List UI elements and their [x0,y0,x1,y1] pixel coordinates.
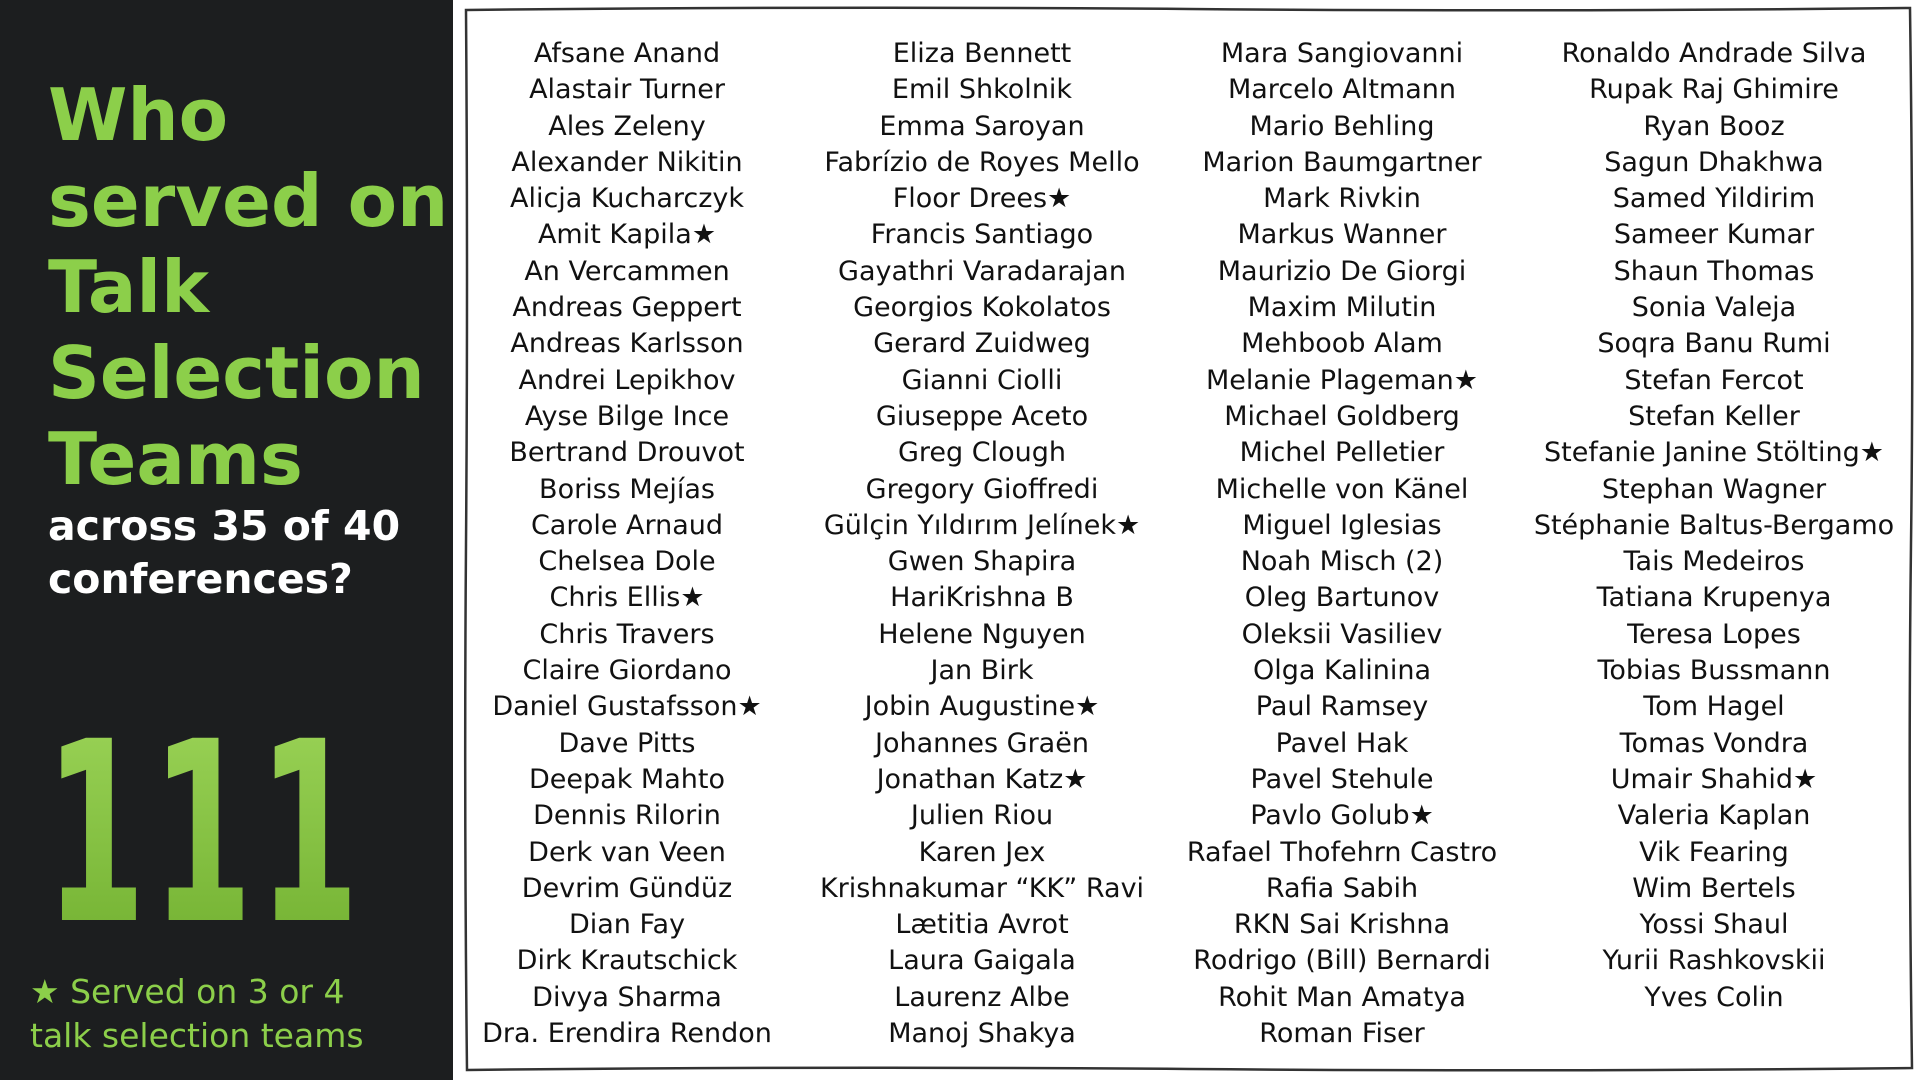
list-item: Maxim Milutin [1247,292,1437,324]
names-column-4 [1512,36,1916,1016]
list-item: Claire Giordano [522,655,732,687]
list-item: Maurizio De Giorgi [1217,255,1467,287]
list-item: Tatiana Krupenya [1596,582,1832,614]
list-item: Melanie Plageman★ [1205,364,1478,396]
list-item: Miguel Iglesias [1242,509,1442,541]
list-item: Gülçin Yıldırım Jelínek★ [823,509,1141,541]
list-item: Stefan Keller [1628,400,1800,432]
list-item: Gerard Zuidweg [873,328,1091,360]
list-item: Gwen Shapira [887,546,1077,578]
list-item: Amit Kapila★ [537,219,717,251]
list-item: Dirk Krautschick [516,945,738,977]
sidebar-panel [0,0,453,1080]
list-item: Francis Santiago [870,219,1094,251]
list-item: Helene Nguyen [878,618,1086,650]
list-item: Bertrand Drouvot [509,437,745,469]
names-column-1 [462,36,792,1052]
list-item: Paul Ramsey [1255,691,1429,723]
list-item: Markus Wanner [1237,219,1447,251]
list-item: Shaun Thomas [1613,255,1815,287]
list-item: Jan Birk [930,655,1034,687]
list-item: Georgios Kokolatos [853,292,1111,324]
list-item: Roman Fiser [1259,1018,1425,1050]
list-item: Dennis Rilorin [533,800,721,832]
list-item: Andreas Geppert [512,292,742,324]
list-item: Vik Fearing [1639,836,1789,868]
list-item: Chelsea Dole [538,546,716,578]
list-item: Derk van Veen [528,836,726,868]
list-item: Yossi Shaul [1639,909,1789,941]
list-item: Pavlo Golub★ [1250,800,1434,832]
list-item: Pavel Stehule [1250,763,1434,795]
list-item: Emma Saroyan [879,110,1085,142]
list-item: Stephan Wagner [1601,473,1827,505]
list-item: An Vercammen [524,255,730,287]
list-item: Umair Shahid★ [1610,763,1818,795]
title-line: Teams [48,417,303,501]
list-item: Tais Medeiros [1623,546,1805,578]
list-item: Chris Travers [539,618,715,650]
list-item: Ales Zeleny [548,110,706,142]
list-item: Carole Arnaud [530,509,724,541]
list-item: Marcelo Altmann [1227,74,1457,106]
names-columns [462,36,1916,1066]
list-item: Daniel Gustafsson★ [492,691,762,723]
subtitle-line: across 35 of 40 [48,502,401,550]
list-item: Michel Pelletier [1239,437,1445,469]
list-item: Rohit Man Amatya [1218,981,1466,1013]
list-item: Stéphanie Baltus-Bergamo [1533,509,1895,541]
list-item: Rupak Raj Ghimire [1589,74,1839,106]
list-item: Deepak Mahto [529,763,725,795]
list-item: Chris Ellis★ [549,582,705,614]
list-item: Dian Fay [568,909,686,941]
title-line: served on [48,159,449,243]
list-item: Gregory Gioffredi [865,473,1099,505]
big-number [40,700,370,940]
list-item: Sameer Kumar [1613,219,1815,251]
list-item: Johannes Graën [875,727,1089,759]
footnote [30,970,450,1058]
list-item: Jobin Augustine★ [864,691,1100,723]
list-item: Alastair Turner [529,74,725,106]
list-item: Gayathri Varadarajan [838,255,1126,287]
list-item: Giuseppe Aceto [875,400,1089,432]
list-item: Emil Shkolnik [891,74,1073,106]
list-item: Teresa Lopes [1627,618,1801,650]
list-item: Rafia Sabih [1265,872,1419,904]
list-item: Sagun Dhakhwa [1604,146,1824,178]
subtitle [48,500,448,606]
list-item: Alicja Kucharczyk [509,183,745,215]
names-column-3 [1172,36,1512,1052]
list-item: RKN Sai Krishna [1233,909,1451,941]
list-item: Mark Rivkin [1263,183,1421,215]
list-item: Mara Sangiovanni [1220,38,1464,69]
list-item: Fabrízio de Royes Mello [824,146,1140,178]
list-item: Oleksii Vasiliev [1241,618,1443,650]
list-item: Ronaldo Andrade Silva [1561,38,1867,69]
list-item: Devrim Gündüz [521,872,733,904]
list-item: Afsane Anand [533,38,721,69]
list-item: Laura Gaigala [888,945,1076,977]
list-item: Wim Bertels [1632,872,1796,904]
list-item: Yves Colin [1644,981,1784,1013]
subtitle-line: conferences? [48,555,353,603]
list-item: Greg Clough [898,437,1066,469]
big-number-text: 111 [45,700,365,940]
list-item: Rodrigo (Bill) Bernardi [1193,945,1491,977]
list-item: Sonia Valeja [1631,292,1797,324]
list-item: HariKrishna B [890,582,1074,614]
list-item: Mario Behling [1249,110,1435,142]
list-item: Divya Sharma [532,981,722,1013]
page-title [48,72,448,502]
list-item: Rafael Thofehrn Castro [1186,836,1498,868]
list-item: Tomas Vondra [1619,727,1809,759]
list-item: Valeria Kaplan [1617,800,1811,832]
list-item: Dave Pitts [558,727,696,759]
big-number-graphic [40,700,370,940]
names-panel [462,4,1916,1074]
title-line: Selection [48,331,425,415]
list-item: Julien Riou [910,800,1054,832]
list-item: Pavel Hak [1275,727,1409,759]
list-item: Samed Yildirim [1612,183,1816,215]
list-item: Dra. Erendira Rendon [482,1018,772,1050]
list-item: Marion Baumgartner [1202,146,1482,178]
list-item: Andreas Karlsson [510,328,744,360]
footnote-line: talk selection teams [30,1016,364,1055]
list-item: Michael Goldberg [1224,400,1460,432]
list-item: Michelle von Känel [1215,473,1469,505]
list-item: Laurenz Albe [894,981,1070,1013]
list-item: Lætitia Avrot [895,909,1069,941]
list-item: Oleg Bartunov [1244,582,1440,614]
list-item: Jonathan Katz★ [876,763,1088,795]
list-item: Stefanie Janine Stölting★ [1544,437,1884,469]
list-item: Mehboob Alam [1241,328,1443,360]
list-item: Alexander Nikitin [511,146,743,178]
list-item: Krishnakumar “KK” Ravi [819,872,1145,904]
list-item: Ayse Bilge Ince [524,400,730,432]
list-item: Stefan Fercot [1624,364,1804,396]
list-item: Tobias Bussmann [1597,655,1831,687]
list-item: Noah Misch (2) [1240,546,1444,578]
footnote-line: ★ Served on 3 or 4 [30,972,345,1011]
list-item: Ryan Booz [1643,110,1785,142]
names-column-2 [792,36,1172,1052]
list-item: Eliza Bennett [892,38,1072,69]
list-item: Gianni Ciolli [901,364,1063,396]
list-item: Andrei Lepikhov [518,364,736,396]
list-item: Olga Kalinina [1252,655,1432,687]
list-item: Boriss Mejías [539,473,715,505]
list-item: Soqra Banu Rumi [1597,328,1831,360]
list-item: Yurii Rashkovskii [1602,945,1826,977]
list-item: Karen Jex [918,836,1046,868]
list-item: Manoj Shakya [888,1018,1076,1050]
list-item: Tom Hagel [1643,691,1785,723]
title-line: Talk [48,245,209,329]
list-item: Floor Drees★ [892,183,1072,215]
title-line: Who [48,73,229,157]
